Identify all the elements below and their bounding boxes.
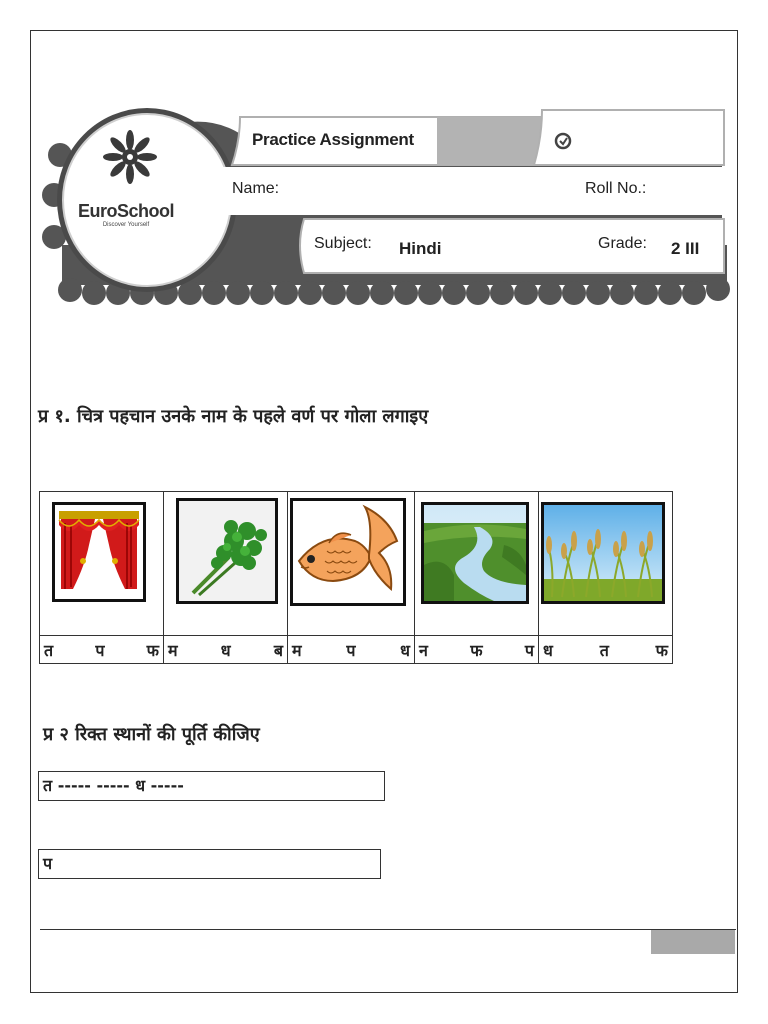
logo-tagline: Discover Yourself [102,222,150,228]
assignment-title: Practice Assignment [252,130,414,149]
logo-name: EuroSchool [77,201,174,221]
footer-page-box [651,930,735,954]
letter-options-coriander [164,636,288,664]
picture-cell-paddy [539,492,673,636]
letter-option[interactable]: फ [470,640,483,660]
curtain-picture [52,502,146,602]
letter-option[interactable]: फ [146,640,159,660]
letter-option[interactable]: प [346,640,356,660]
letter-option[interactable]: प [524,640,534,660]
letter-option[interactable]: ध [400,640,410,660]
letter-options-paddy [539,636,673,664]
letter-option[interactable]: म [168,640,178,660]
picture-cell-river [415,492,539,636]
picture-cell-coriander [164,492,288,636]
letter-options-fish [288,636,415,664]
letter-option[interactable]: फ [655,640,668,660]
picture-cell-curtain [40,492,164,636]
fill-in-box-1[interactable]: त ----- ----- ध ----- [38,771,385,801]
letter-options-river [415,636,539,664]
name-label: Name: [232,180,280,197]
coriander-picture [176,498,278,604]
letter-option[interactable]: त [599,640,609,660]
picture-cell-fish [288,492,415,636]
letter-option[interactable]: प [95,640,105,660]
subject-label: Subject: [314,235,372,252]
letter-option[interactable]: न [419,640,428,660]
fill-in-box-2[interactable]: प [38,849,381,879]
letter-option[interactable]: ध [543,640,553,660]
letter-option[interactable]: त [44,640,54,660]
river-picture [421,502,529,604]
grade-value: 2 III [671,239,700,258]
letter-option[interactable]: म [292,640,302,660]
subject-value: Hindi [399,239,442,258]
letter-options-curtain [40,636,164,664]
letter-option[interactable]: ध [220,640,231,660]
roll-number-label: Roll No.: [585,180,647,197]
grade-label: Grade: [598,235,647,252]
picture-letter-table [39,491,673,664]
fish-picture [290,498,406,606]
paddy-picture [541,502,665,604]
question-2-text: प्र २ रिक्त स्थानों की पूर्ति कीजिए [43,724,260,745]
footer-divider [40,929,736,930]
question-1-text: प्र १. चित्र पहचान उनके नाम के पहले वर्ण पर गोला लगाइए [38,406,429,427]
letter-option[interactable]: ब [273,640,283,660]
